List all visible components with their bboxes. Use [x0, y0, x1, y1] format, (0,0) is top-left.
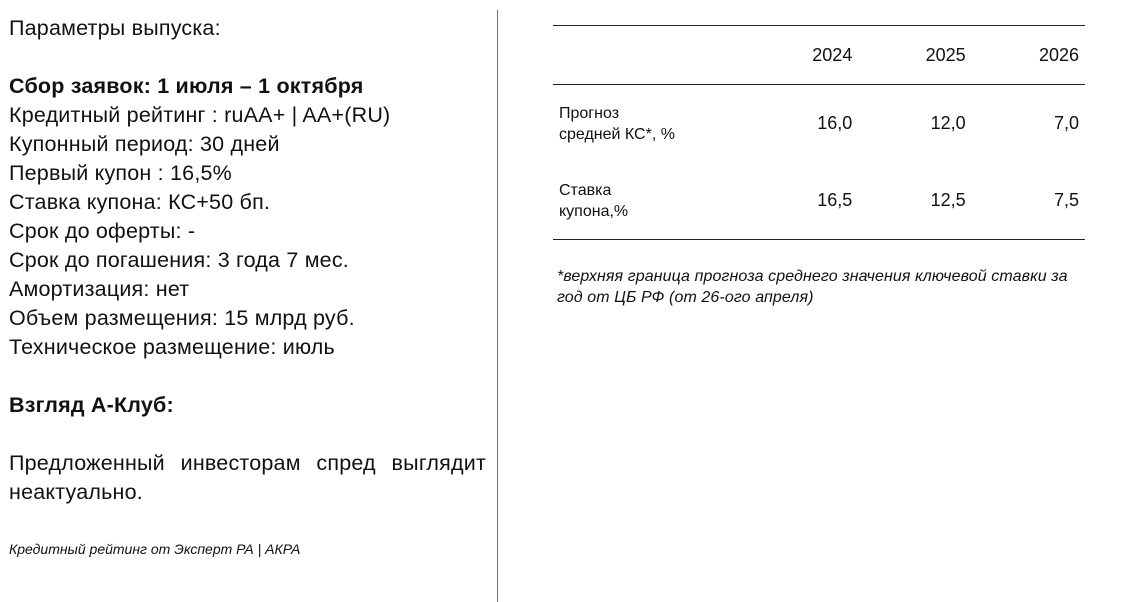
param-technical-placement: Техническое размещение: июль	[9, 335, 335, 359]
table-cell: 7,0	[1053, 113, 1079, 133]
param-offer-term: Срок до оферты: -	[9, 219, 196, 243]
table-header-2026: 2026	[1038, 44, 1079, 65]
book-building-dates: Сбор заявок: 1 июля – 1 октября	[9, 74, 364, 98]
table-header-2025: 2025	[925, 44, 966, 65]
param-amortization: Амортизация: нет	[9, 277, 190, 301]
row-label-line: Прогноз	[559, 104, 620, 122]
column-divider	[497, 10, 498, 602]
view-text: Предложенный инвесторам спред выглядит неактуально.	[9, 451, 486, 504]
param-volume: Объем размещения: 15 млрд руб.	[9, 306, 355, 330]
table-cell: 16,0	[817, 113, 853, 133]
row-label-line: средней КС*, %	[559, 125, 675, 143]
table-cell: 7,5	[1053, 190, 1079, 210]
table-row	[553, 85, 1085, 163]
forecast-table	[553, 25, 1085, 240]
rating-source-note: Кредитный рейтинг от Эксперт РА | АКРА	[9, 541, 301, 557]
key-rate-footnote: *верхняя граница прогноза среднего значения ключевой ставки за год от ЦБ РФ (от 26-ого апреля)	[557, 268, 1068, 306]
forecast-table-wrap	[553, 25, 1085, 240]
table-cell: 16,5	[817, 190, 853, 210]
table-cell: 12,5	[930, 190, 966, 210]
row-label-line: Ставка	[559, 181, 612, 199]
params-title: Параметры выпуска:	[9, 16, 221, 40]
param-credit-rating: Кредитный рейтинг : ruAA+ | AA+(RU)	[9, 103, 391, 127]
param-coupon-rate: Ставка купона: КС+50 бп.	[9, 190, 271, 214]
view-title: Взгляд А-Клуб:	[9, 393, 174, 417]
table-header-2024: 2024	[812, 44, 853, 65]
param-maturity: Срок до погашения: 3 года 7 мес.	[9, 248, 349, 272]
row-label-key-rate	[553, 85, 745, 163]
table-header-row	[553, 26, 1085, 85]
row-label-line: купона,%	[559, 202, 629, 220]
table-header-empty	[553, 26, 745, 85]
table-row	[553, 162, 1085, 240]
issue-parameters-panel	[9, 14, 486, 559]
param-first-coupon: Первый купон : 16,5%	[9, 161, 232, 185]
table-cell: 12,0	[930, 113, 966, 133]
param-coupon-period: Купонный период: 30 дней	[9, 132, 280, 156]
row-label-coupon-rate	[553, 162, 745, 240]
